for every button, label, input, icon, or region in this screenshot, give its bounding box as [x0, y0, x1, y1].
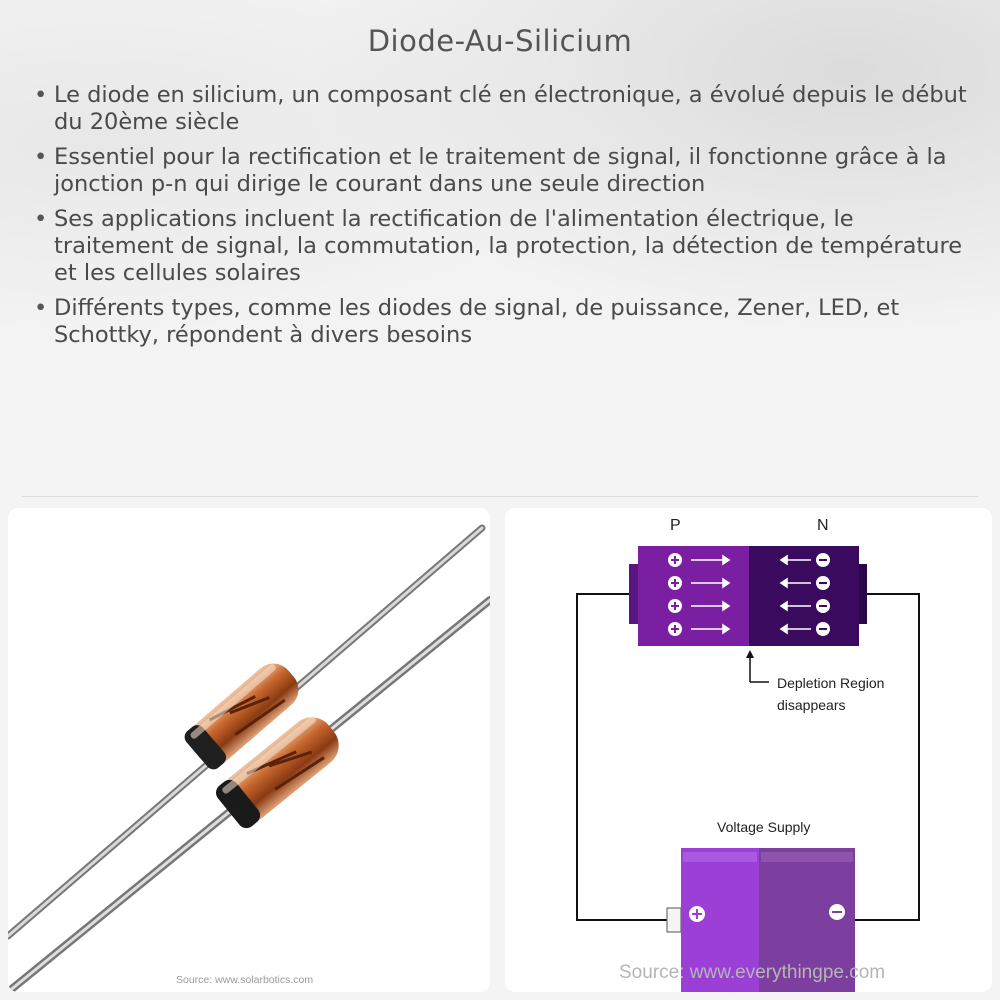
voltage-label: Voltage Supply	[717, 819, 811, 835]
pn-junction-drawing	[505, 508, 992, 992]
bullet-item: • Ses applications incluent la rectification de l'alimentation électrique, le traitement de signal, la commutation, la protection, la détection de température et les cellules solaires	[34, 206, 974, 287]
page-title: Diode-Au-Silicium	[367, 24, 633, 58]
bullet-item: • Différents types, comme les diodes de signal, de puissance, Zener, LED, et Schottky, répondent à divers besoins	[34, 295, 974, 349]
image-credit: Source: www.everythingpe.com	[619, 962, 886, 983]
section-divider	[22, 496, 978, 497]
depletion-label: disappears	[777, 697, 846, 713]
depletion-label: Depletion Region	[777, 675, 885, 691]
image-credit: Source: www.solarbotics.com	[176, 974, 314, 986]
pn-junction-diagram	[505, 508, 992, 992]
depletion-pointer	[746, 650, 769, 682]
diode-photo-drawing	[8, 508, 490, 992]
p-region	[638, 546, 749, 646]
bullet-item: • Le diode en silicium, un composant clé en électronique, a évolué depuis le début du 20ème siècle	[34, 82, 974, 136]
battery-terminal	[667, 908, 681, 932]
bullet-item: • Essentiel pour la rectification et le traitement de signal, il fonctionne grâce à la jonction p-n qui dirige le courant dans une seule direction	[34, 144, 974, 198]
bullet-list	[34, 82, 974, 357]
n-region	[749, 546, 859, 646]
label-p: P	[670, 517, 681, 534]
label-n: N	[817, 517, 829, 534]
diode-photo	[8, 508, 490, 992]
diode-terminal	[629, 564, 639, 624]
